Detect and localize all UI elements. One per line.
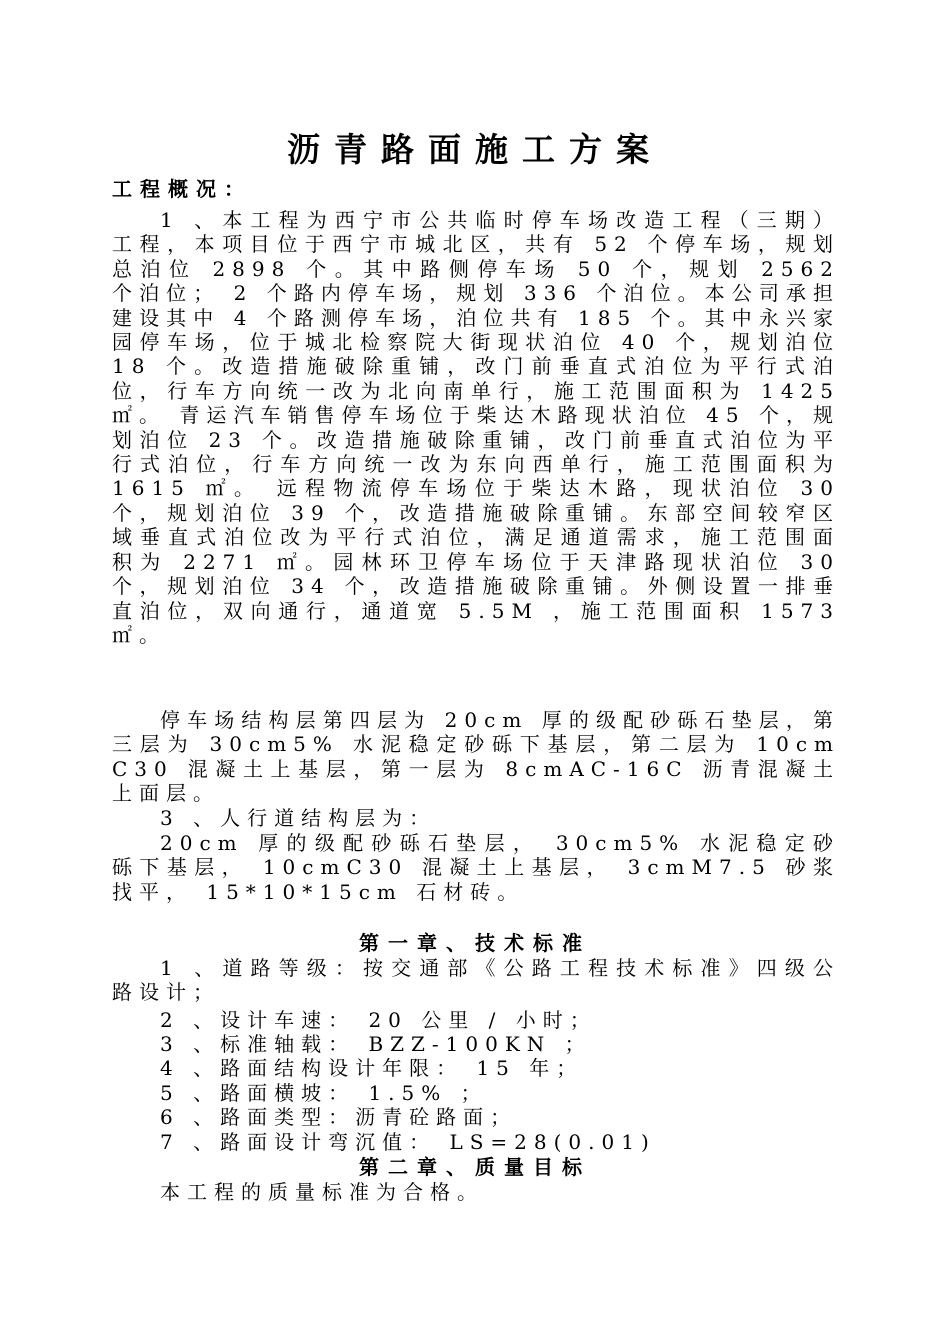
chapter2-heading: 第二章、质量目标 — [359, 1155, 591, 1179]
overview-paragraph-3: 3 、人行道结构层为： — [160, 806, 437, 830]
chapter1-heading: 第一章、技术标准 — [359, 931, 591, 955]
chapter1-item-3: 3 、标准轴载： BZZ-100KN ； — [160, 1032, 592, 1056]
overview-label: 工程概况： — [112, 177, 252, 201]
overview-paragraph-1: 1 、本工程为西宁市公共临时停车场改造工程（三期）工程，本项目位于西宁市城北区，共有 52 个停车场，规划总泊位 2898 个。其中路侧停车场 50 个，规划 2562 个泊位； 2 个路内停车场，规划 336 个泊位。本公司承担建设其中 4 个路测停车场，泊位共有 185 个。其中永兴家园停车场，位于城北检察院大街现状泊位 40 个，规划泊位 18 个。改造措施破除重铺，改门前垂直式泊位为平行式泊位，行车方向统一改为北向南单行，施工范围面积为 1425 ㎡。 青运汽车销售停车场位于柴达木路现状泊位 45 个，规划泊位 23 个。改造措施破除重铺，改门前垂直式泊位为平行式泊位，行车方向统一改为东向西单行，施工范围面积为 1615 ㎡。 远程物流停车场位于柴达木路，现状泊位 30 个，规划泊位 39 个，改造措施破除重铺。东部空间较窄区域垂直式泊位改为平行式泊位，满足通道需求，施工范围面积为 2271 ㎡。园林环卫停车场位于天津路现状泊位 30 个，规划泊位 34 个，改造措施破除重铺。外侧设置一排垂直泊位，双向通行，通道宽 5.5M ，施工范围面积 1573 ㎡。 — [112, 208, 840, 647]
chapter1-item-1: 1 、道路等级：按交通部《公路工程技术标准》四级公路设计； — [112, 956, 840, 1005]
overview-paragraph-4: 20cm 厚的级配砂砾石垫层， 30cm5% 水泥稳定砂砾下基层， 10cmC30 混凝土上基层， 3cmM7.5 砂浆找平， 15*10*15cm 石材砖。 — [112, 831, 840, 904]
overview-paragraph-2: 停车场结构层第四层为 20cm 厚的级配砂砾石垫层，第三层为 30cm5% 水泥稳定砂砾下基层，第二层为 10cmC30 混凝土上基层，第一层为 8cmAC-16C 沥青混凝土上面层。 — [112, 708, 840, 806]
chapter1-item-2: 2 、设计车速： 20 公里 / 小时； — [160, 1008, 597, 1032]
chapter1-item-4: 4 、路面结构设计年限： 15 年； — [160, 1056, 584, 1080]
chapter1-item-7: 7 、路面设计弯沉值： LS=28(0.01) — [160, 1130, 656, 1154]
chapter1-item-5: 5 、路面横坡： 1.5% ； — [160, 1081, 488, 1105]
chapter2-text: 本工程的质量标准为合格。 — [160, 1180, 484, 1204]
chapter1-item-6: 6 、路面类型：沥青砼路面； — [160, 1105, 518, 1129]
document-title: 沥青路面施工方案 — [287, 130, 663, 169]
